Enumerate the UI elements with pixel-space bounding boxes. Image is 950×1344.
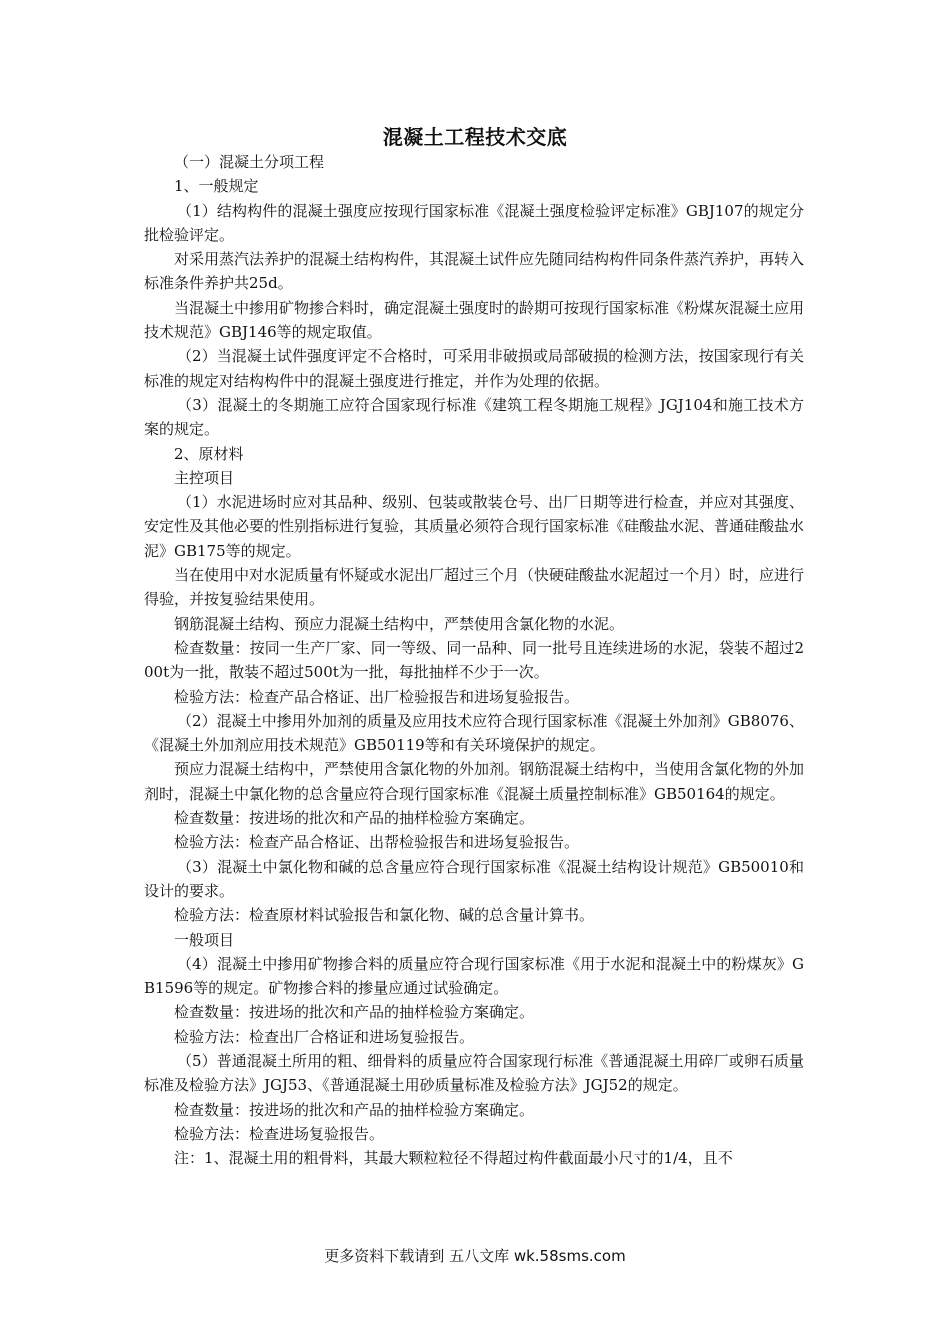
paragraph: 当混凝土中掺用矿物掺合料时，确定混凝土强度时的龄期可按现行国家标准《粉煤灰混凝土应用技术规范》GBJ146等的规定取值。 <box>144 298 805 342</box>
section-heading: （一）混凝土分项工程 <box>174 153 325 171</box>
paragraph: （2）混凝土中掺用外加剂的质量及应用技术应符合现行国家标准《混凝土外加剂》GB8076、《混凝土外加剂应用技术规范》GB50119等和有关环境保护的规定。 <box>144 711 804 755</box>
paragraph: （1）水泥进场时应对其品种、级别、包装或散装仓号、出厂日期等进行检查，并应对其强度、安定性及其他必要的性别指标进行复验，其质量必须符合现行国家标准《硅酸盐水泥、普通硅酸盐水泥》GB175等的规定。 <box>144 493 805 560</box>
paragraph: 预应力混凝土结构中，严禁使用含氯化物的外加剂。钢筋混凝土结构中，当使用含氯化物的外加剂时，混凝土中氯化物的总含量应符合现行国家标准《混凝土质量控制标准》GB50164的规定。 <box>144 760 805 803</box>
footer-text: 更多资料下载请到 五八文库 wk.58sms.com <box>324 1247 626 1265</box>
inspection-method: 检验方法：检查进场复验报告。 <box>174 1124 385 1143</box>
paragraph: 钢筋混凝土结构、预应力混凝土结构中，严禁使用含氯化物的水泥。 <box>174 614 625 633</box>
note-paragraph: 注：1、混凝土用的粗骨料，其最大颗粒粒径不得超过构件截面最小尺寸的1/4，且不 <box>174 1149 733 1168</box>
paragraph: 对采用蒸汽法养护的混凝土结构构件，其混凝土试件应先随同结构构件同条件蒸汽养护，再转入标准条件养护共25d。 <box>144 250 805 293</box>
inspection-method: 检验方法：检查原材料试验报告和氯化物、碱的总含量计算书。 <box>174 906 595 925</box>
item-group-heading: 主控项目 <box>174 468 235 487</box>
inspection-method: 检验方法：检查出厂合格证和进场复验报告。 <box>174 1027 475 1046</box>
inspection-quantity: 检查数量：按同一生产厂家、同一等级、同一品种、同一批号且连续进场的水泥，袋装不超过200t为一批，散装不超过500t为一批，每批抽样不少于一次。 <box>144 638 804 682</box>
subsection-heading: 1、一般规定 <box>174 177 259 196</box>
subsection-heading: 2、原材料 <box>174 444 244 463</box>
paragraph: 当在使用中对水泥质量有怀疑或水泥出厂超过三个月（快硬硅酸盐水泥超过一个月）时，应进行得验，并按复验结果使用。 <box>144 566 805 609</box>
paragraph: （3）混凝土中氯化物和碱的总含量应符合现行国家标准《混凝土结构设计规范》GB50010和设计的要求。 <box>144 857 804 900</box>
inspection-quantity: 检查数量：按进场的批次和产品的抽样检验方案确定。 <box>174 809 535 828</box>
document-title: 混凝土工程技术交底 <box>382 125 568 149</box>
paragraph: （1）结构构件的混凝土强度应按现行国家标准《混凝土强度检验评定标准》GBJ107的规定分批检验评定。 <box>144 201 804 244</box>
paragraph: （4）混凝土中掺用矿物掺合料的质量应符合现行国家标准《用于水泥和混凝土中的粉煤灰》GB1596等的规定。矿物掺合料的掺量应通过试验确定。 <box>144 954 804 998</box>
paragraph: （2）当混凝土试件强度评定不合格时，可采用非破损或局部破损的检测方法，按国家现行有关标准的规定对结构构件中的混凝土强度进行推定，并作为处理的依据。 <box>144 347 804 390</box>
inspection-quantity: 检查数量：按进场的批次和产品的抽样检验方案确定。 <box>174 1003 535 1022</box>
inspection-method: 检验方法：检查产品合格证、出帮检验报告和进场复验报告。 <box>174 833 580 852</box>
paragraph: （5）普通混凝土所用的粗、细骨料的质量应符合国家现行标准《普通混凝土用碎厂或卵石质量标准及检验方法》JGJ53、《普通混凝土用砂质量标准及检验方法》JGJ52的规定。 <box>144 1051 804 1095</box>
inspection-quantity: 检查数量：按进场的批次和产品的抽样检验方案确定。 <box>174 1100 535 1119</box>
inspection-method: 检验方法：检查产品合格证、出厂检验报告和进场复验报告。 <box>174 687 580 706</box>
item-group-heading: 一般项目 <box>174 930 235 949</box>
document-body <box>144 150 804 1170</box>
paragraph: （3）混凝土的冬期施工应符合国家现行标准《建筑工程冬期施工规程》JGJ104和施工技术方案的规定。 <box>144 395 804 439</box>
